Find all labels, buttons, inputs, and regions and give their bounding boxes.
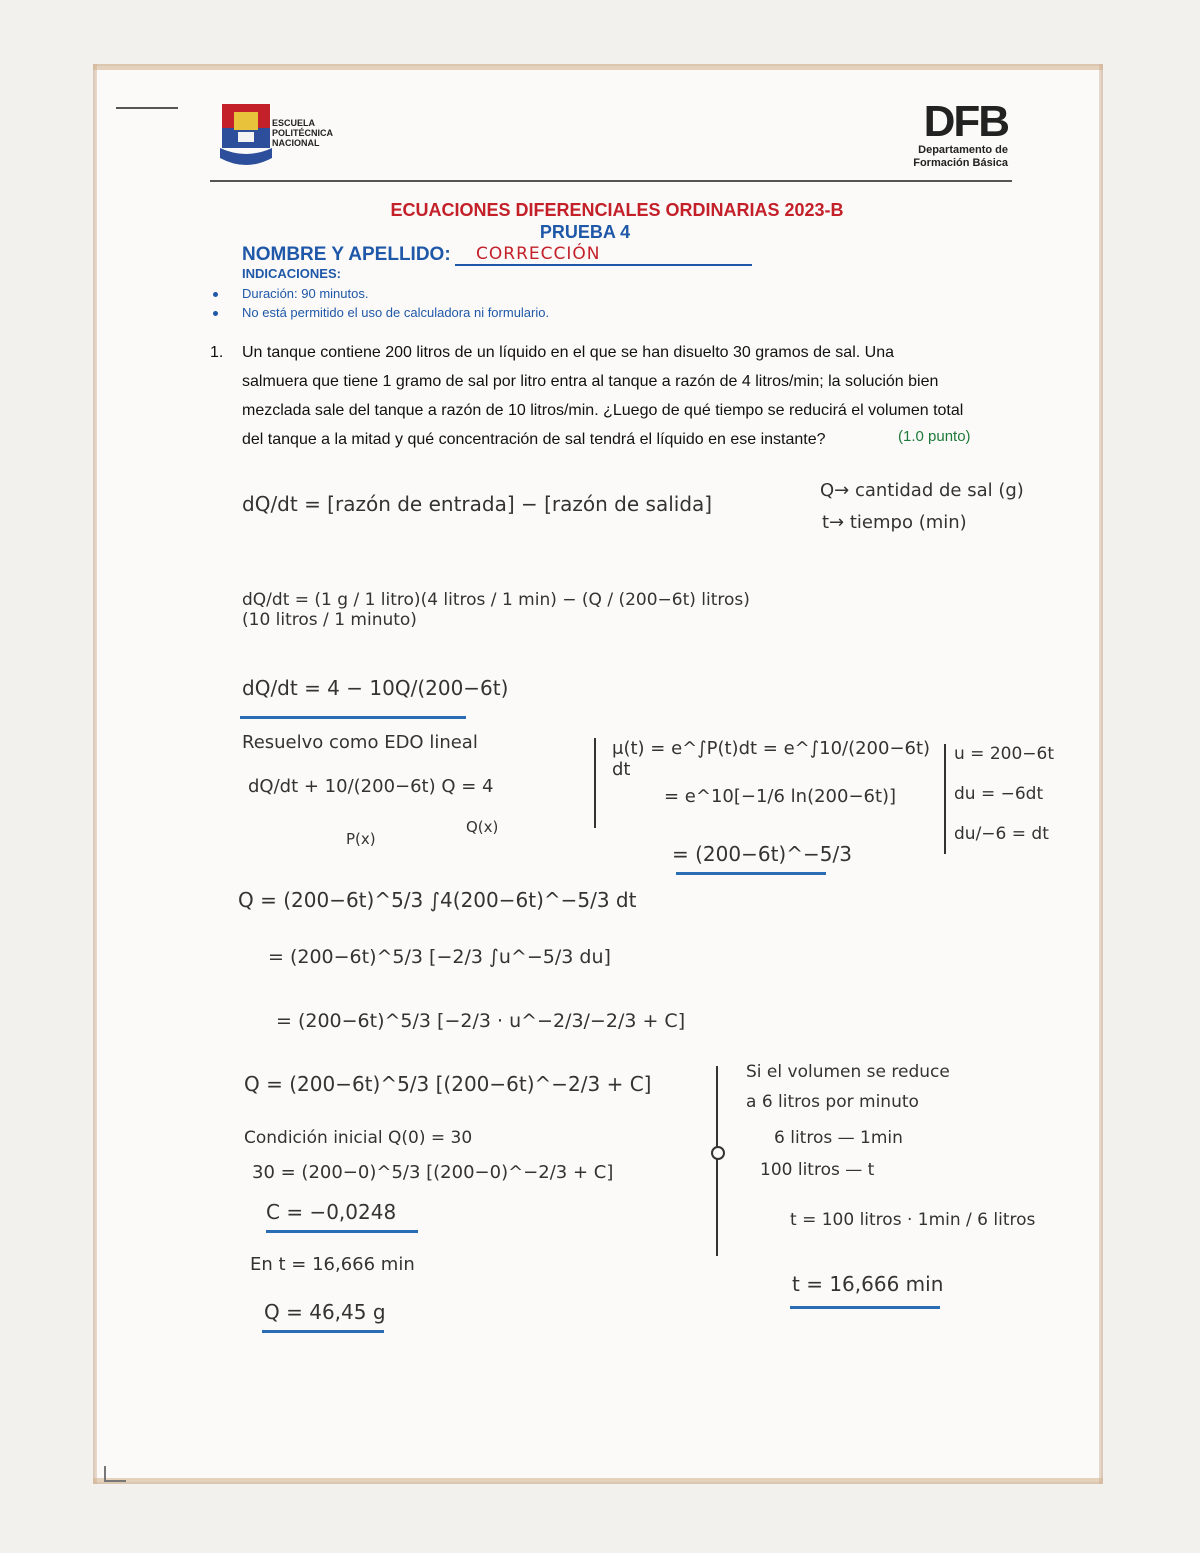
sub-line-1: u = 200−6t [954, 744, 1054, 764]
sol-line-5: dQ/dt + 10/(200−6t) Q = 4 [248, 776, 494, 797]
mu-line-1: μ(t) = e^∫P(t)dt = e^∫10/(200−6t) dt [612, 738, 931, 780]
name-label: NOMBRE Y APELLIDO: [242, 244, 451, 265]
bullet-1 [213, 292, 218, 297]
corner-mark [104, 1466, 126, 1482]
question-points: (1.0 punto) [898, 428, 971, 445]
right-line-6: t = 16,666 min [792, 1272, 944, 1296]
paper-edge-left [93, 64, 97, 1484]
paper-edge-bottom [93, 1478, 1103, 1484]
sol-step-3: = (200−6t)^5/3 [−2/3 · u^−2/3/−2/3 + C] [276, 1010, 686, 1032]
right-line-1: Si el volumen se reduce [746, 1062, 950, 1082]
dept-logo [896, 97, 1008, 170]
dept-line-2: Formación Básica [913, 157, 1008, 169]
sol-line-4: Resuelvo como EDO lineal [242, 732, 478, 753]
sol-step-1: Q = (200−6t)^5/3 ∫4(200−6t)^−5/3 dt [238, 888, 637, 912]
sol-line-3: dQ/dt = 4 − 10Q/(200−6t) [242, 676, 509, 700]
name-value: CORRECCIÓN [476, 244, 601, 264]
right-line-3: 6 litros — 1min [774, 1128, 903, 1148]
instruction-2: No está permitido el uso de calculadora ni formulario. [242, 305, 550, 320]
right-divider [716, 1066, 718, 1256]
sub-divider [944, 744, 946, 854]
school-logo [216, 100, 336, 176]
instructions-label: INDICACIONES: [242, 266, 341, 281]
label-p: P(x) [346, 830, 376, 848]
legend-q: Q→ cantidad de sal (g) [820, 480, 1024, 501]
divider-dot [711, 1146, 725, 1160]
mu-line-2: = e^10[−1/6 ln(200−6t)] [664, 786, 897, 807]
school-line-3: NACIONAL [272, 138, 320, 148]
initial-condition-eq: 30 = (200−0)^5/3 [(200−0)^−2/3 + C] [252, 1162, 614, 1183]
bullet-2 [213, 311, 218, 316]
q-result: Q = 46,45 g [264, 1300, 386, 1324]
pen-mark [116, 107, 178, 109]
sub-line-3: du/−6 = dt [954, 824, 1049, 844]
mu-underline [676, 872, 826, 875]
sol-line-2: dQ/dt = (1 g / 1 litro)(4 litros / 1 min) − (Q / (200−6t) litros)(10 litros / 1 minuto) [242, 590, 750, 630]
school-line-2: POLITÉCNICA [272, 128, 334, 138]
dept-line-1: Departamento de [918, 144, 1008, 156]
c-value-underline [266, 1230, 418, 1233]
sol-line-1: dQ/dt = [razón de entrada] − [razón de salida] [242, 492, 713, 516]
header-rule [210, 180, 1012, 182]
mu-line-3: = (200−6t)^−5/3 [672, 842, 852, 866]
q-result-underline [262, 1330, 384, 1333]
initial-condition-label: Condición inicial Q(0) = 30 [244, 1128, 473, 1148]
label-q: Q(x) [466, 818, 499, 836]
c-value: C = −0,0248 [266, 1200, 397, 1224]
school-line-1: ESCUELA [272, 118, 316, 128]
question-text [242, 338, 1002, 454]
question-line-3: mezclada sale del tanque a razón de 10 litros/min. ¿Luego de qué tiempo se reducirá el volumen total [242, 402, 964, 419]
question-line-4 [242, 425, 1002, 454]
en-t: En t = 16,666 min [250, 1254, 415, 1275]
t-result-underline [790, 1306, 940, 1309]
dept-logo-mark: DFB [923, 97, 1008, 146]
sub-line-2: du = −6dt [954, 784, 1044, 804]
mu-divider [594, 738, 596, 828]
sol-line-3-underline [240, 716, 466, 719]
question-line-2: salmuera que tiene 1 gramo de sal por litro entra al tanque a razón de 4 litros/min; la solución bien [242, 373, 939, 390]
question-line-1: Un tanque contiene 200 litros de un líquido en el que se han disuelto 30 gramos de sal. Una [242, 344, 894, 361]
paper-edge-right [1099, 64, 1103, 1484]
name-underline [455, 264, 752, 266]
instruction-1: Duración: 90 minutos. [242, 286, 369, 301]
sol-step-2: = (200−6t)^5/3 [−2/3 ∫u^−5/3 du] [268, 946, 611, 968]
question-number: 1. [210, 344, 224, 361]
exam-title: ECUACIONES DIFERENCIALES ORDINARIAS 2023-B [390, 200, 844, 220]
right-line-2: a 6 litros por minuto [746, 1092, 919, 1112]
right-line-5: t = 100 litros · 1min / 6 litros [790, 1210, 1036, 1230]
legend-t: t→ tiempo (min) [822, 512, 967, 533]
right-line-4: 100 litros — t [760, 1160, 875, 1180]
question-line-4-text: del tanque a la mitad y qué concentración de sal tendrá el líquido en ese instante? [242, 431, 826, 448]
exam-subtitle: PRUEBA 4 [539, 222, 631, 242]
sol-step-4: Q = (200−6t)^5/3 [(200−6t)^−2/3 + C] [244, 1072, 652, 1096]
paper-edge-top [93, 64, 1103, 70]
